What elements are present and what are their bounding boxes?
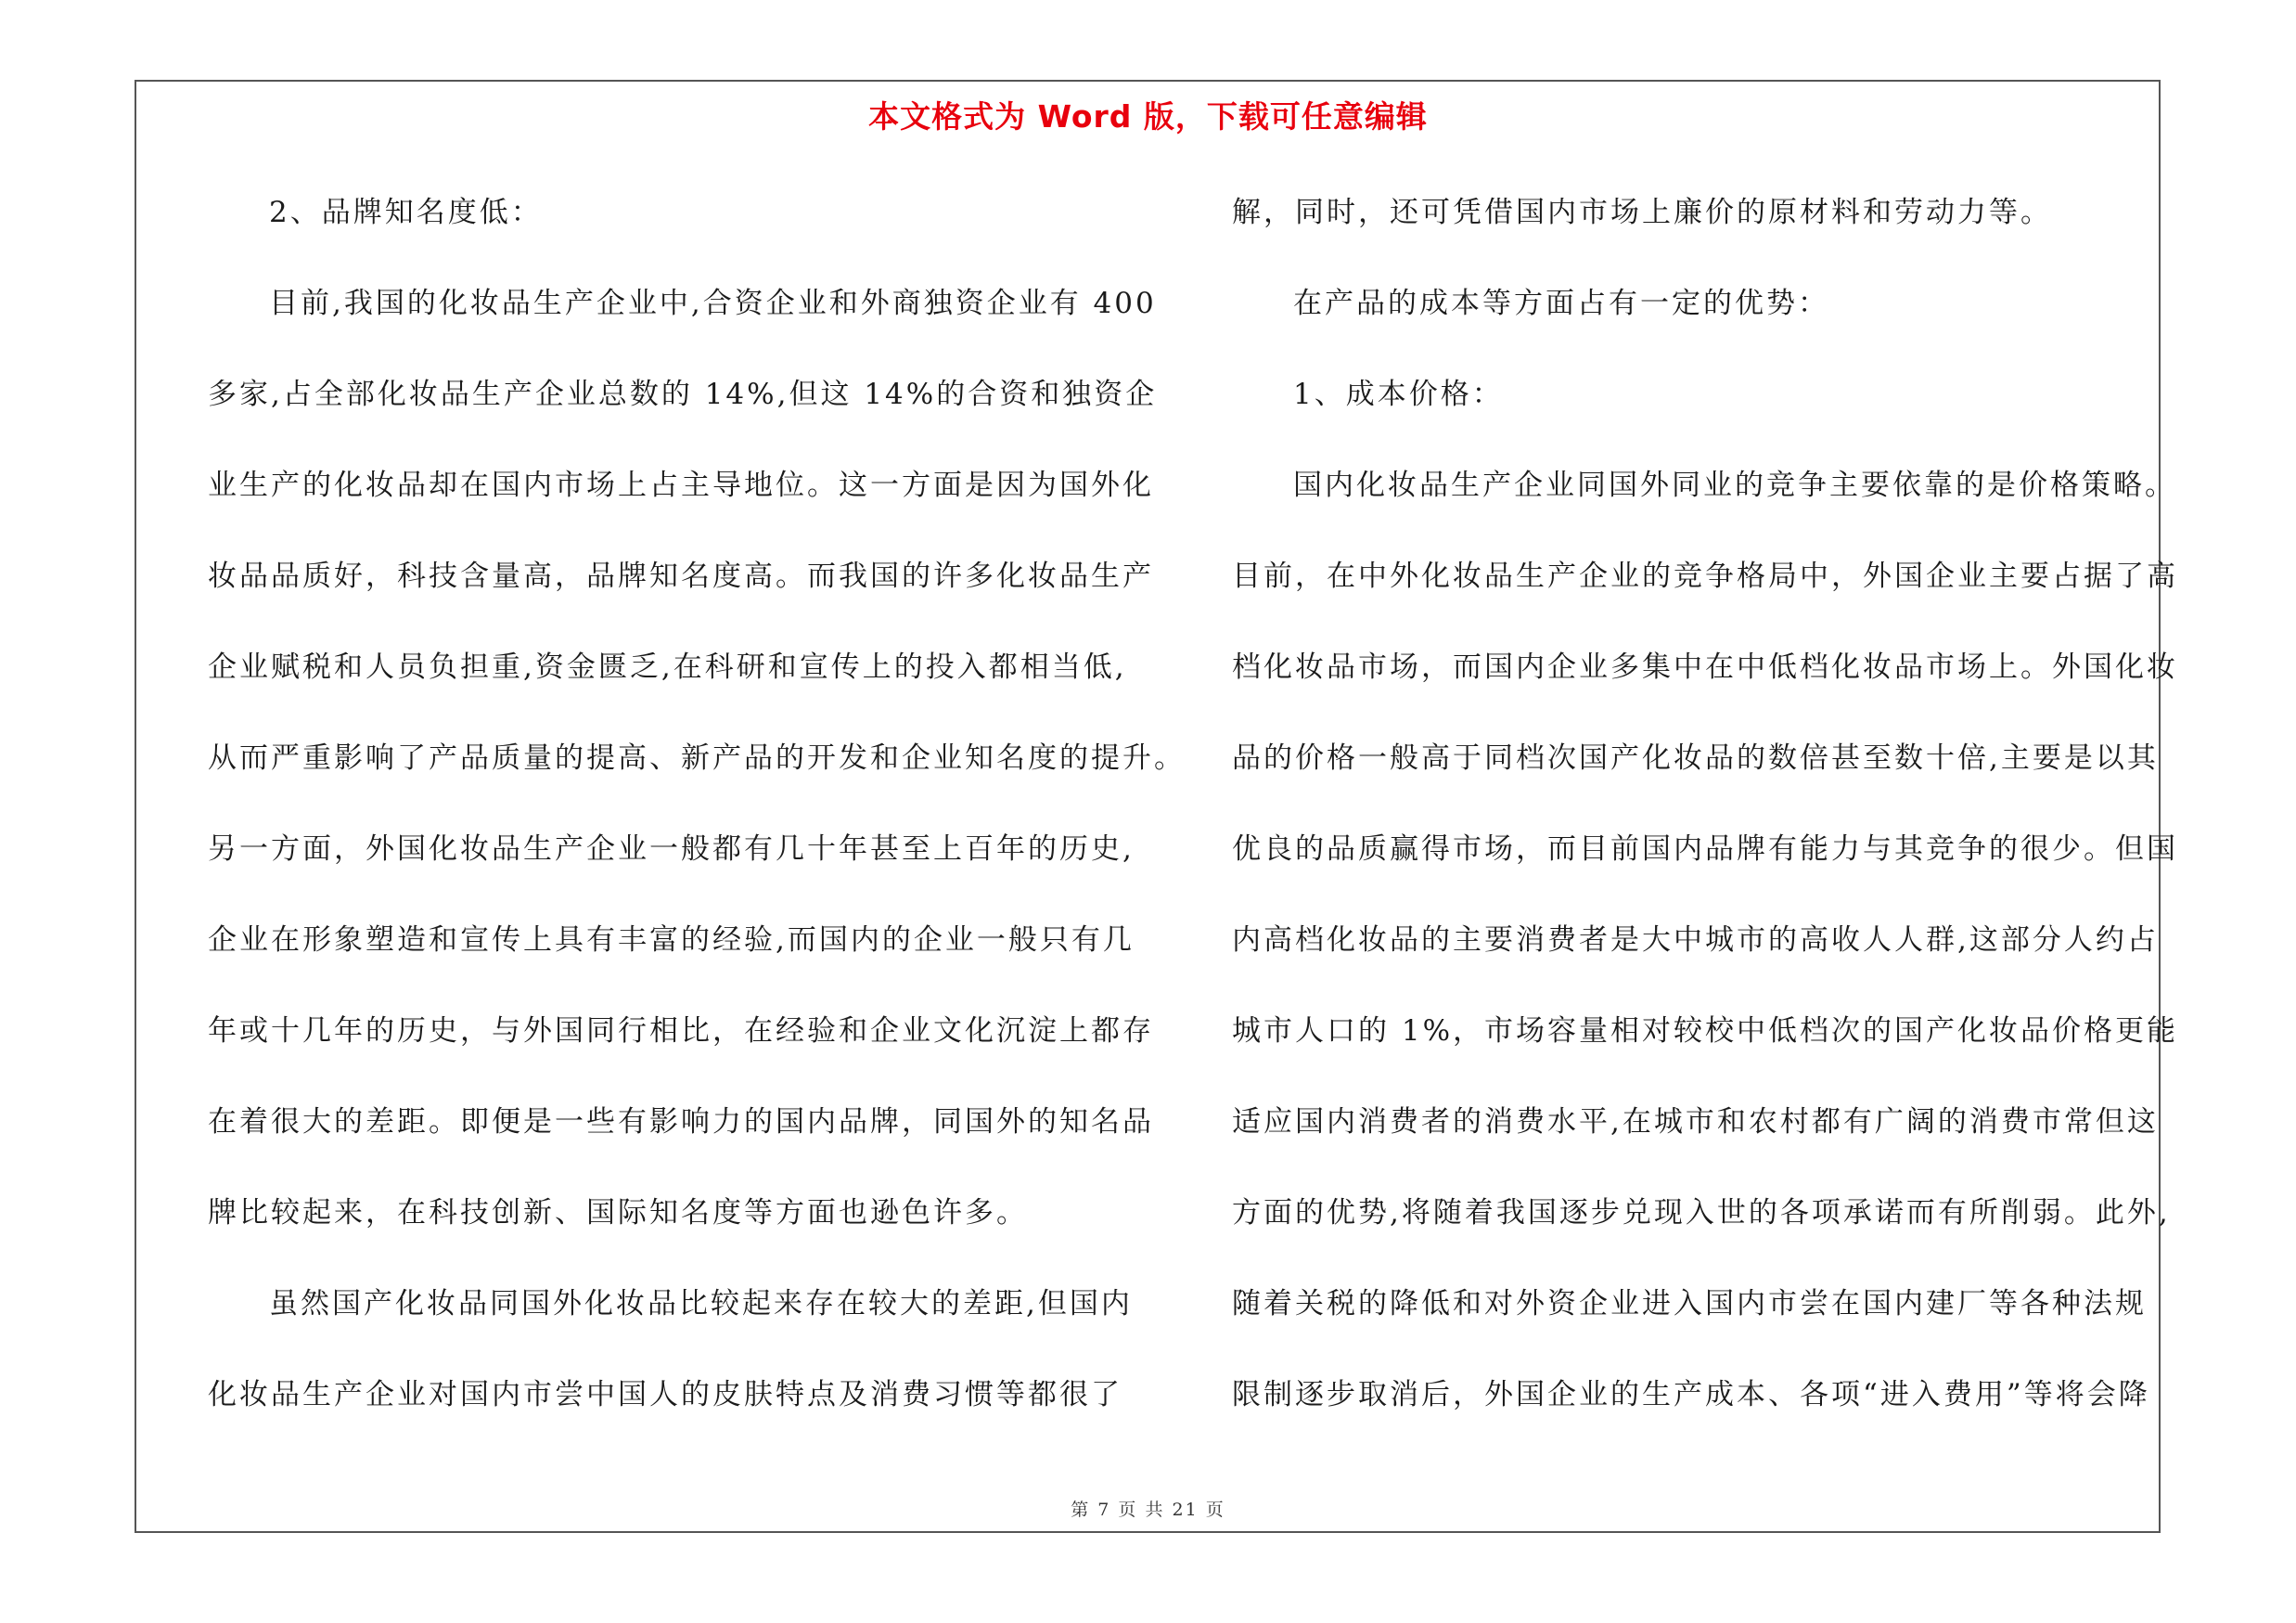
text-line: 牌比较起来，在科技创新、国际知名度等方面也逊色许多。 [208,1196,1028,1230]
text-line: 优良的品质赢得市场，而目前国内品牌有能力与其竞争的很少。但国 [1232,832,2178,866]
text-line: 化妆品生产企业对国内市尝中国人的皮肤特点及消费习惯等都很了 [208,1378,1122,1411]
text-line: 企业赋税和人员负担重,资金匮乏,在科研和宣传上的投入都相当低, [208,650,1127,684]
text-line: 另一方面，外国化妆品生产企业一般都有几十年甚至上百年的历史, [208,832,1135,866]
text-line: 限制逐步取消后，外国企业的生产成本、各项“进入费用”等将会降 [1232,1378,2150,1411]
text-line: 随着关税的降低和对外资企业进入国内市尝在国内建厂等各种法规 [1232,1287,2147,1320]
text-line: 年或十几年的历史，与外国同行相比，在经验和企业文化沉淀上都存 [208,1014,1154,1048]
page-number-footer: 第 7 页 共 21 页 [1071,1500,1225,1520]
text-line: 在着很大的差距。即便是一些有影响力的国内品牌，同国外的知名品 [208,1105,1154,1139]
text-line: 从而严重影响了产品质量的提高、新产品的开发和企业知名度的提升。 [208,741,1186,775]
left-text-column [208,183,1186,1456]
text-line: 2、品牌知名度低： [269,196,543,229]
right-text-column [1232,183,2179,1456]
text-line: 目前，在中外化妆品生产企业的竞争格局中，外国企业主要占据了高 [1232,560,2178,593]
text-line: 解，同时，还可凭借国内市场上廉价的原材料和劳动力等。 [1232,196,2052,229]
text-line: 品的价格一般高于同档次国产化妆品的数倍甚至数十倍,主要是以其 [1232,741,2159,775]
text-line: 虽然国产化妆品同国外化妆品比较起来存在较大的差距,但国内 [269,1287,1133,1320]
text-line: 目前,我国的化妆品生产企业中,合资企业和外商独资企业有 400 [269,287,1157,320]
text-line: 方面的优势,将随着我国逐步兑现入世的各项承诺而有所削弱。此外, [1232,1196,2171,1230]
text-line: 企业在形象塑造和宣传上具有丰富的经验,而国内的企业一般只有几 [208,923,1135,957]
text-line: 内高档化妆品的主要消费者是大中城市的高收人人群,这部分人约占 [1232,923,2159,957]
text-line: 档化妆品市场，而国内企业多集中在中低档化妆品市场上。外国化妆 [1232,650,2178,684]
text-line: 在产品的成本等方面占有一定的优势： [1293,287,1829,320]
word-format-banner: 本文格式为 Word 版，下载可任意编辑 [868,98,1428,135]
text-line: 城市人口的 1%，市场容量相对较校中低档次的国产化妆品价格更能 [1232,1014,2179,1048]
text-line: 多家,占全部化妆品生产企业总数的 14%,但这 14%的合资和独资企 [208,378,1158,411]
text-line: 适应国内消费者的消费水平,在城市和农村都有广阔的消费市常但这 [1232,1105,2159,1139]
text-line: 业生产的化妆品却在国内市场上占主导地位。这一方面是因为国外化 [208,469,1154,502]
text-line: 国内化妆品生产企业同国外同业的竞争主要依靠的是价格策略。 [1293,469,2176,502]
text-line: 1、成本价格： [1293,378,1504,411]
text-line: 妆品品质好，科技含量高，品牌知名度高。而我国的许多化妆品生产 [208,560,1154,593]
